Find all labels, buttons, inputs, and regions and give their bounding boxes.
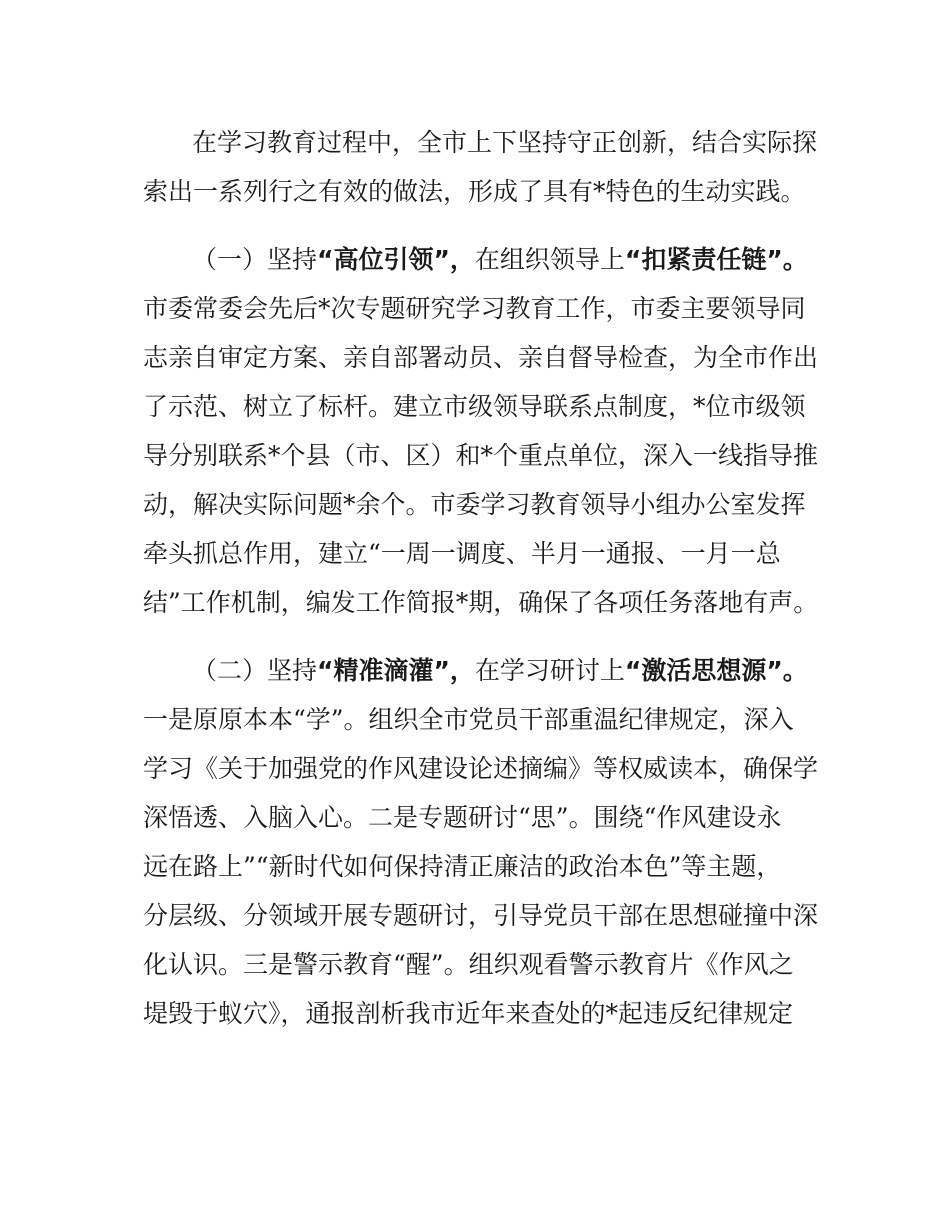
section-1-line-3: 了示范、树立了标杆。建立市级领导联系点制度，*位市级领 — [143, 392, 806, 421]
section-2-line-6: 化认识。三是警示教育“醒”。组织观看警示教育片《作风之 — [143, 950, 794, 979]
section-heading-2-highlight-1: “精准滴灌”， — [317, 656, 475, 685]
section-heading-2-middle: 在学习研讨上 — [474, 656, 625, 685]
section-2-line-2: 学习《关于加强党的作风建设论述摘编》等权威读本，确保学 — [143, 754, 819, 783]
section-2-line-3: 深悟透、入脑入心。二是专题研讨“思”。围绕“作风建设永 — [143, 803, 782, 832]
section-1-line-2: 志亲自审定方案、亲自部署动员、亲自督导检查，为全市作出 — [143, 343, 819, 372]
section-2-line-5: 分层级、分领域开展专题研讨，引导党员干部在思想碰撞中深 — [143, 901, 819, 930]
section-heading-1-prefix: （一）坚持 — [192, 245, 318, 274]
section-2-line-4: 远在路上”“新时代如何保持清正廉洁的政治本色”等主题， — [143, 852, 782, 881]
section-heading-1-middle: 在组织领导上 — [474, 245, 625, 274]
section-heading-1-highlight-1: “高位引领”， — [317, 245, 475, 274]
section-heading-1-highlight-2: “扣紧责任链”。 — [624, 245, 808, 274]
paragraph-intro-line-2: 索出一系列行之有效的做法，形成了具有*特色的生动实践。 — [143, 177, 806, 206]
section-1-line-5: 动，解决实际问题*余个。市委学习教育领导小组办公室发挥 — [143, 490, 806, 519]
section-2-line-7: 堤毁于蚁穴》，通报剖析我市近年来查处的*起违反纪律规定 — [143, 999, 794, 1028]
section-heading-2 — [192, 656, 808, 686]
paragraph-intro-line-1: 在学习教育过程中，全市上下坚持守正创新，结合实际探 — [192, 128, 818, 157]
section-2-line-1: 一是原原本本“学”。组织全市党员干部重温纪律规定，深入 — [143, 705, 794, 734]
section-1-line-1: 市委常委会先后*次专题研究学习教育工作，市委主要领导同 — [143, 294, 806, 323]
section-heading-2-highlight-2: “激活思想源”。 — [624, 656, 808, 685]
section-1-line-4: 导分别联系*个县（市、区）和*个重点单位，深入一线指导推 — [143, 441, 819, 470]
section-heading-2-prefix: （二）坚持 — [192, 656, 318, 685]
section-1-line-6: 牵头抓总作用，建立“一周一调度、半月一通报、一月一总 — [143, 539, 781, 568]
section-1-line-7: 结”工作机制，编发工作简报*期，确保了各项任务落地有声。 — [143, 588, 819, 617]
section-heading-1 — [192, 245, 808, 275]
